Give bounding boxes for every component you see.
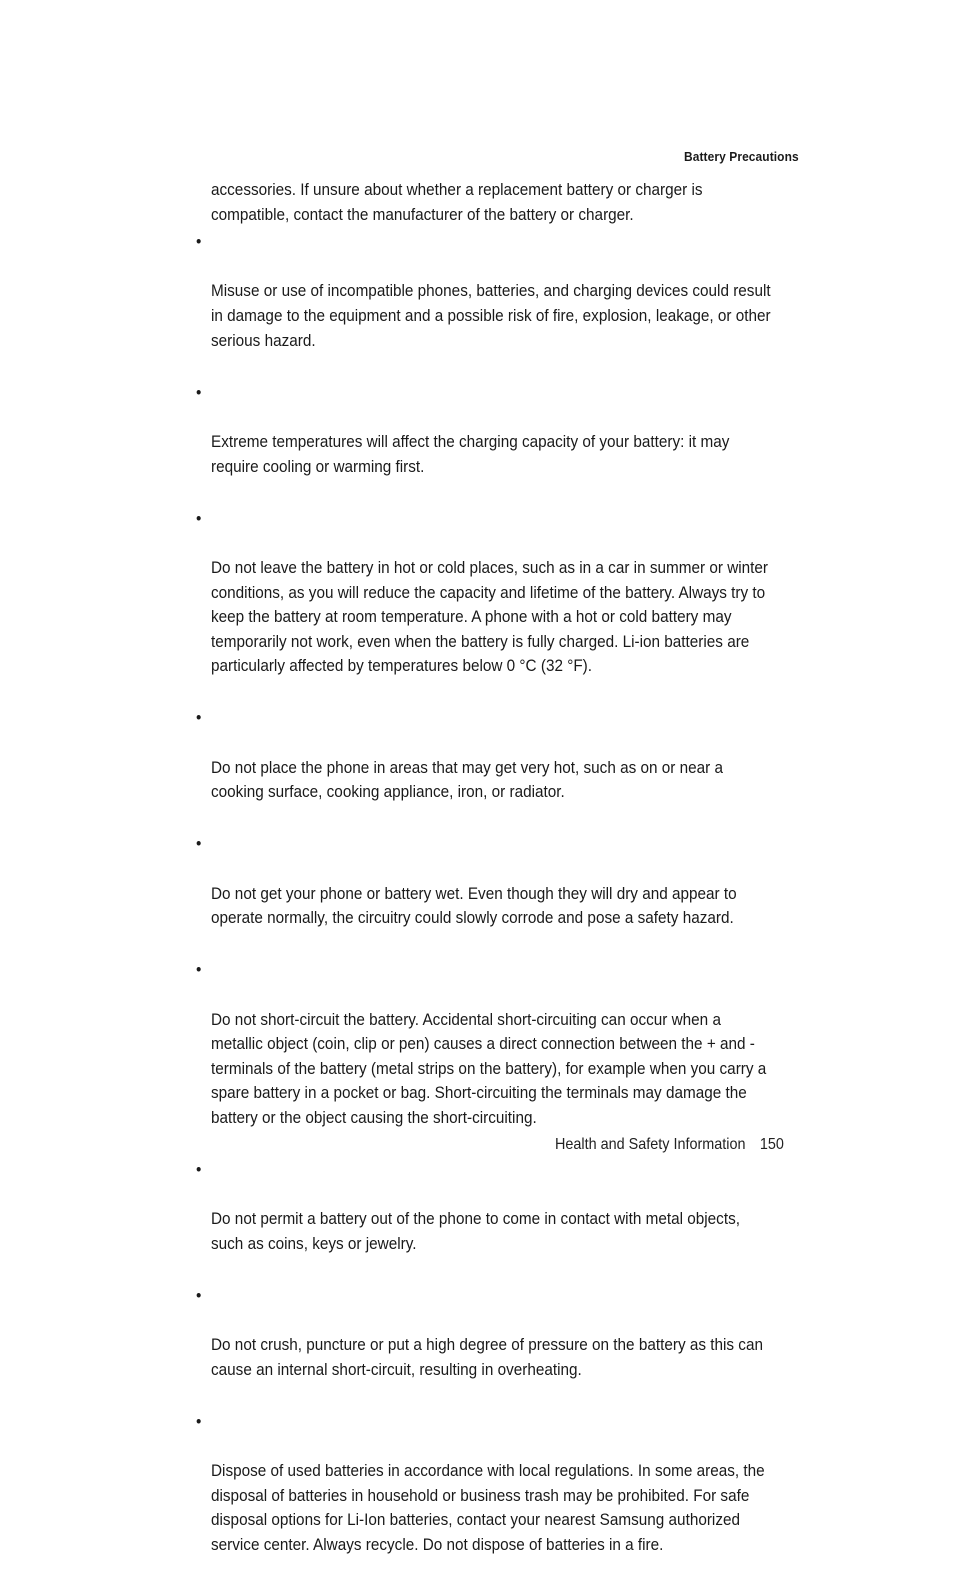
- list-item-text: Do not crush, puncture or put a high degree of pressure on the battery as this can cause an internal short-circuit, resulting in overheating.: [211, 1335, 763, 1379]
- running-header-section-title: Battery Precautions: [684, 149, 799, 164]
- bullet-icon: •: [196, 232, 202, 252]
- bullet-icon: •: [196, 708, 202, 728]
- list-item-text: Do not permit a battery out of the phone to come in contact with metal objects, such as coins, keys or jewelry.: [211, 1209, 740, 1253]
- bullet-icon: •: [196, 834, 202, 854]
- footer-chapter-title: Health and Safety Information: [555, 1136, 746, 1153]
- list-item-text: Do not get your phone or battery wet. Even though they will dry and appear to operate normally, the circuitry could slowly corrode and pose a safety hazard.: [211, 883, 737, 928]
- bullet-icon: •: [196, 382, 202, 402]
- list-item-text: Misuse or use of incompatible phones, batteries, and charging devices could result in damage to the equipment and a possible risk of fire, explosion, leakage, or other serious hazard.: [211, 281, 771, 350]
- list-item-text: Do not short-circuit the battery. Accidental short-circuiting can occur when a metallic object (coin, clip or pen) causes a direct connection between the + and - terminals of the battery (metal strips on the battery), for example when you carry a spare battery in a pocket or bag. Short-circuiting the terminals may damage the battery or the object causing the short-circuiting.: [211, 1009, 767, 1127]
- list-item-text: Extreme temperatures will affect the charging capacity of your battery: it may require cooling or warming first.: [211, 431, 730, 476]
- bullet-icon: •: [196, 1412, 202, 1432]
- bullet-icon: •: [196, 1160, 202, 1180]
- list-item: [196, 1158, 836, 1281]
- list-item: [196, 1284, 836, 1407]
- continued-paragraph: accessories. If unsure about whether a replacement battery or charger is compatible, contact the manufacturer of the battery or charger.: [211, 180, 703, 224]
- page-number: 150: [759, 1136, 784, 1153]
- bullet-icon: •: [196, 1286, 202, 1306]
- list-item-text: Dispose of used batteries in accordance with local regulations. In some areas, the disposal of batteries in household or business trash may be prohibited. For safe disposal options for Li-Ion batteries, contact your nearest Samsung authorized service center. Always recycle. Do not dispose of batteries in a fire.: [211, 1461, 765, 1555]
- list-item: [196, 958, 836, 1155]
- list-item: [196, 832, 836, 955]
- page-footer: [555, 1136, 784, 1154]
- page-body: [196, 178, 836, 1585]
- bullet-icon: •: [196, 508, 202, 528]
- list-item-text: Do not leave the battery in hot or cold places, such as in a car in summer or winter conditions, as you will reduce the capacity and lifetime of the battery. Always try to keep the battery at room temperature. A phone with a hot or cold battery may temporarily not work, even when the battery is fully charged. Li-ion batteries are particularly affected by temperatures below 0 °C (32 °F).: [211, 557, 769, 676]
- list-item: [196, 507, 836, 704]
- precautions-list: [196, 230, 836, 1582]
- list-item: [196, 230, 836, 378]
- list-item: [196, 706, 836, 829]
- bullet-icon: •: [196, 960, 202, 980]
- list-item-text: Do not place the phone in areas that may get very hot, such as on or near a cooking surface, cooking appliance, iron, or radiator.: [211, 757, 724, 802]
- list-item: [196, 1410, 836, 1582]
- list-item: [196, 381, 836, 504]
